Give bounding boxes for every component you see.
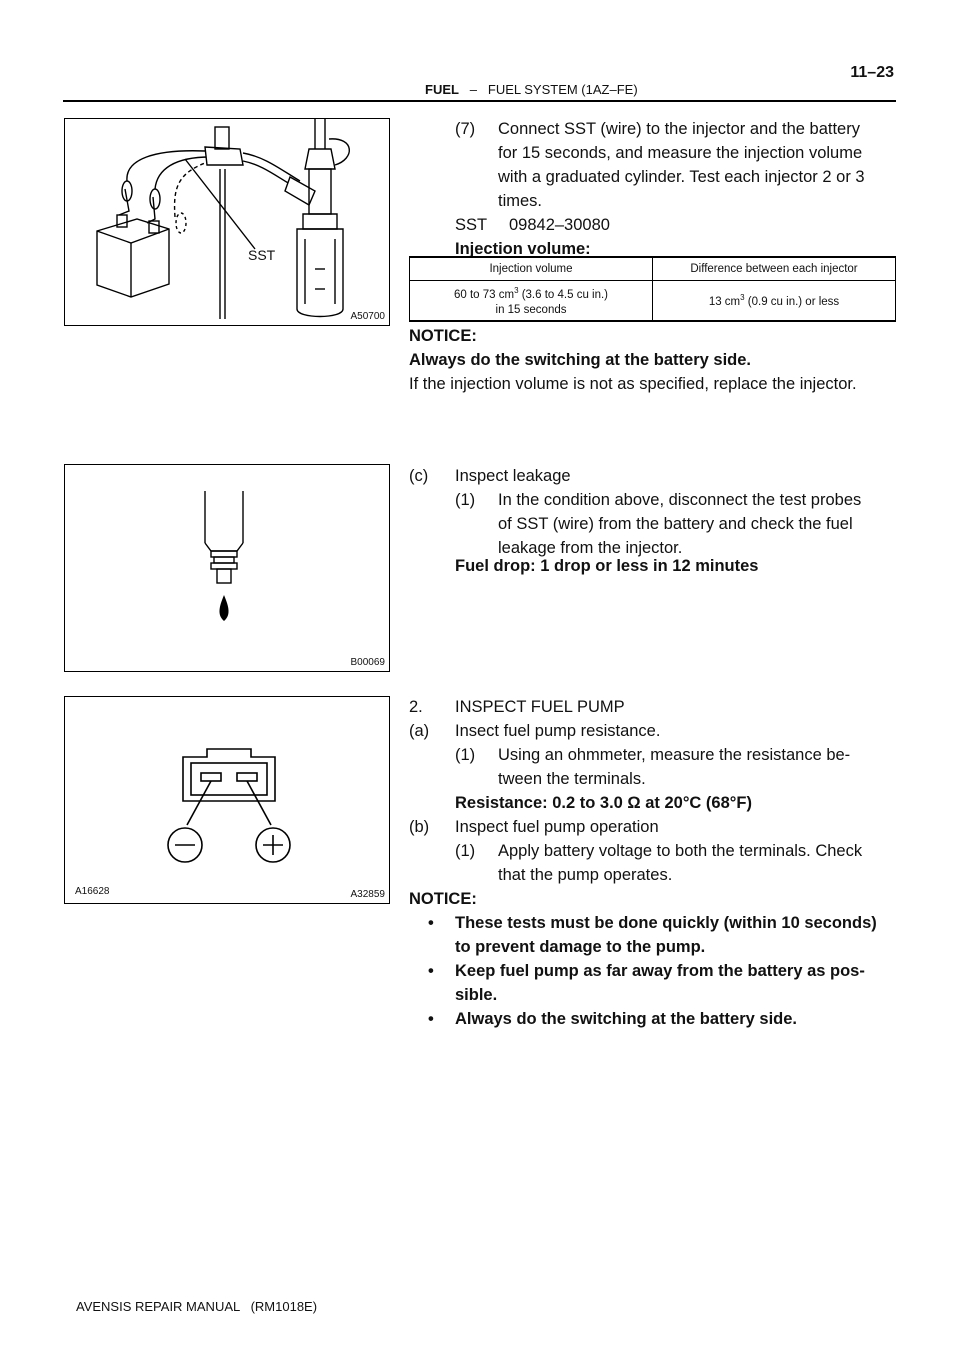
step-b1-number: (1) bbox=[455, 842, 476, 860]
injection-test-illustration bbox=[65, 119, 389, 325]
step-c-number: (c) bbox=[409, 467, 429, 485]
pump-connector-illustration bbox=[65, 697, 389, 903]
notice-text: Always do the switching at the battery side. bbox=[409, 351, 751, 369]
step-line: of SST (wire) from the battery and check the fuel bbox=[498, 515, 853, 533]
step-line: Apply battery voltage to both the terminals. Check bbox=[498, 842, 863, 860]
step-line: times. bbox=[498, 192, 543, 210]
step-c-title: Inspect leakage bbox=[455, 467, 571, 485]
figure-label-sst: SST bbox=[248, 247, 276, 263]
bullet-line: These tests must be done quickly (within 10 seconds) bbox=[455, 914, 877, 932]
injection-volume-table bbox=[409, 256, 896, 322]
step-line: Connect SST (wire) to the injector and the battery bbox=[498, 120, 860, 138]
header-rule bbox=[63, 100, 896, 102]
notice-title: NOTICE: bbox=[409, 890, 477, 908]
bullet-marker: • bbox=[428, 1010, 434, 1028]
step-number: (7) bbox=[455, 120, 476, 138]
section-title: INSPECT FUEL PUMP bbox=[455, 698, 625, 716]
bullet-line: Keep fuel pump as far away from the battery as pos- bbox=[455, 962, 865, 980]
figure-injection-volume bbox=[64, 118, 390, 326]
bullet-line: sible. bbox=[455, 986, 498, 1004]
bullet-marker: • bbox=[428, 962, 434, 980]
header-section: FUEL bbox=[425, 82, 459, 97]
injector-leak-illustration bbox=[65, 465, 389, 671]
step-line: for 15 seconds, and measure the injection volume bbox=[498, 144, 863, 162]
sst-label: SST bbox=[455, 216, 488, 234]
step-line: In the condition above, disconnect the test probes bbox=[498, 491, 862, 509]
table-cell: 13 $cm^3$ (0.9 cu in.) or less bbox=[653, 281, 896, 321]
table-header: Difference between each injector bbox=[653, 257, 896, 281]
header-separator: – bbox=[469, 82, 478, 97]
step-c1-number: (1) bbox=[455, 491, 476, 509]
header-subtitle: FUEL SYSTEM (1AZ–FE) bbox=[487, 82, 638, 97]
figure-code: A50700 bbox=[350, 311, 385, 322]
header-title bbox=[425, 82, 638, 97]
step-line: with a graduated cylinder. Test each injector 2 or 3 bbox=[498, 168, 865, 186]
figure-code: B00069 bbox=[350, 657, 385, 668]
notice-text: If the injection volume is not as specified, replace the injector. bbox=[409, 375, 857, 393]
page-number: 11–23 bbox=[850, 64, 894, 81]
bullet-marker: • bbox=[428, 914, 434, 932]
figure-code: A16628 bbox=[75, 886, 110, 897]
bullet-line: Always do the switching at the battery side. bbox=[455, 1010, 797, 1028]
step-a-title: Insect fuel pump resistance. bbox=[455, 722, 661, 740]
resistance-spec: Resistance: 0.2 to 3.0 Ω at 20°C (68°F) bbox=[455, 794, 752, 812]
leakage-spec: Fuel drop: 1 drop or less in 12 minutes bbox=[455, 557, 759, 575]
table-cell: 60 to 73 $cm^3$ (3.6 to 4.5 cu in.) in 15 seconds bbox=[410, 281, 653, 321]
section-number: 2. bbox=[409, 698, 423, 716]
step-line: tween the terminals. bbox=[498, 770, 646, 788]
figure-code: A32859 bbox=[350, 889, 385, 900]
step-line: that the pump operates. bbox=[498, 866, 673, 884]
figure-pump-connector bbox=[64, 696, 390, 904]
step-b-title: Inspect fuel pump operation bbox=[455, 818, 659, 836]
spec-title: Injection volume: bbox=[455, 240, 591, 258]
sst-value: 09842–30080 bbox=[509, 216, 610, 234]
footer-text: AVENSIS REPAIR MANUAL (RM1018E) bbox=[76, 1299, 318, 1314]
bullet-line: to prevent damage to the pump. bbox=[455, 938, 706, 956]
table-header: Injection volume bbox=[410, 257, 653, 281]
figure-leakage bbox=[64, 464, 390, 672]
step-a1-number: (1) bbox=[455, 746, 476, 764]
step-a-number: (a) bbox=[409, 722, 430, 740]
step-line: Using an ohmmeter, measure the resistance be- bbox=[498, 746, 851, 764]
notice-title: NOTICE: bbox=[409, 327, 477, 345]
step-b-number: (b) bbox=[409, 818, 430, 836]
step-line: leakage from the injector. bbox=[498, 539, 683, 557]
